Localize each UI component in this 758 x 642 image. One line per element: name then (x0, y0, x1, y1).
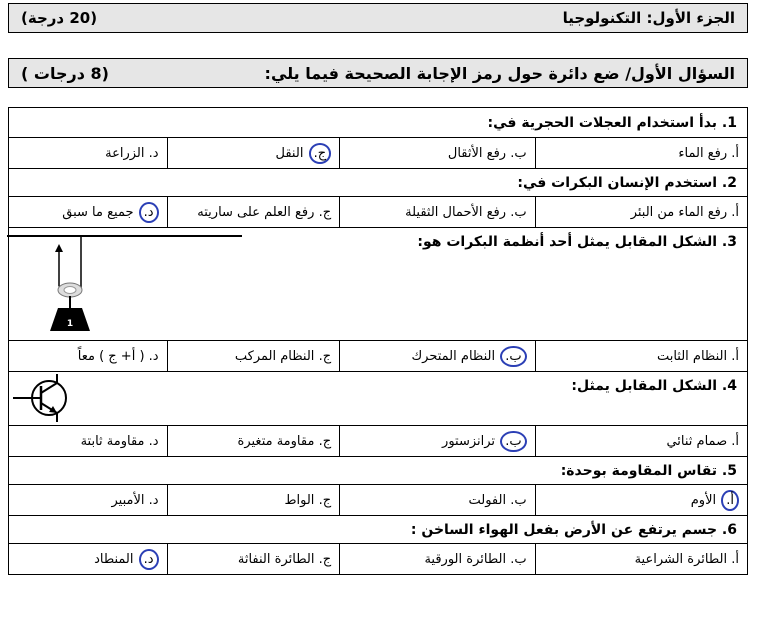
figure-label: 1 (66, 319, 74, 329)
answer-circle: ج. (309, 143, 332, 164)
options-row-4 (9, 426, 747, 457)
option-b[interactable]: ب. الطائرة الورقية (339, 544, 534, 574)
option-b[interactable]: ب. ترانزستور (339, 426, 534, 456)
transistor-symbol-icon (11, 374, 73, 424)
option-c[interactable]: ج. النقل (167, 138, 340, 168)
option-a[interactable]: أ. رفع الماء من البئر (535, 197, 747, 227)
section-title: الجزء الأول: التكنولوجيا (562, 9, 735, 27)
question-1: 1. بدأ استخدام العجلات الحجرية في: (9, 108, 747, 138)
option-b[interactable]: ب. رفع الأثقال (339, 138, 534, 168)
answer-circle: ب. (500, 431, 526, 452)
option-a[interactable]: أ. الأوم (535, 485, 747, 515)
question-4-block (9, 372, 747, 426)
pulley-figure (7, 228, 247, 340)
option-a[interactable]: أ. الطائرة الشراعية (535, 544, 747, 574)
option-b[interactable]: ب. الفولت (339, 485, 534, 515)
question-3: 3. الشكل المقابل يمثل أحد أنظمة البكرات هو: (417, 234, 737, 250)
option-c[interactable]: ج. النظام المركب (167, 341, 340, 371)
options-row-3 (9, 341, 747, 372)
answer-circle: أ. (721, 490, 739, 511)
option-d[interactable]: د. الزراعة (105, 145, 159, 161)
option-d[interactable]: د. المنطاد (9, 544, 167, 574)
option-d[interactable]: د. ( أ+ ج ) معاً (77, 348, 159, 364)
answer-circle: ب. (500, 346, 526, 367)
option-b[interactable]: ب. النظام المتحرك (339, 341, 534, 371)
question-marks: (8 درجات ) (21, 63, 109, 83)
question-2: 2. استخدم الإنسان البكرات في: (9, 169, 747, 197)
option-d[interactable]: د. الأمبير (111, 492, 159, 508)
options-row-6 (9, 544, 747, 574)
question-4: 4. الشكل المقابل يمثل: (571, 378, 737, 394)
option-b[interactable]: ب. رفع الأحمال الثقيلة (339, 197, 534, 227)
question-3-block (9, 228, 747, 341)
option-c[interactable]: ج. الواط (167, 485, 340, 515)
question-instruction: السؤال الأول/ ضع دائرة حول رمز الإجابة الصحيحة فيما يلي: (264, 63, 735, 83)
questions-table (8, 107, 748, 575)
answer-circle: د. (139, 202, 159, 223)
question-5: 5. تقاس المقاومة بوحدة: (9, 457, 747, 485)
option-a[interactable]: أ. صمام ثنائي (535, 426, 747, 456)
option-c[interactable]: ج. مقاومة متغيرة (167, 426, 340, 456)
options-row-5 (9, 485, 747, 516)
answer-circle: د. (139, 549, 159, 570)
question-header (8, 58, 748, 88)
option-d[interactable]: د. جميع ما سبق (9, 197, 167, 227)
option-c[interactable]: ج. الطائرة النفاثة (167, 544, 340, 574)
section-marks: (20 درجة) (21, 9, 98, 27)
option-a[interactable]: أ. رفع الماء (535, 138, 747, 168)
option-d[interactable]: د. مقاومة ثابتة (80, 433, 159, 449)
question-6: 6. جسم يرتفع عن الأرض بفعل الهواء الساخن : (9, 516, 747, 544)
options-row-1 (9, 138, 747, 169)
options-row-2 (9, 197, 747, 228)
section-header (8, 3, 748, 33)
option-a[interactable]: أ. النظام الثابت (535, 341, 747, 371)
option-c[interactable]: ج. رفع العلم على ساريته (167, 197, 340, 227)
